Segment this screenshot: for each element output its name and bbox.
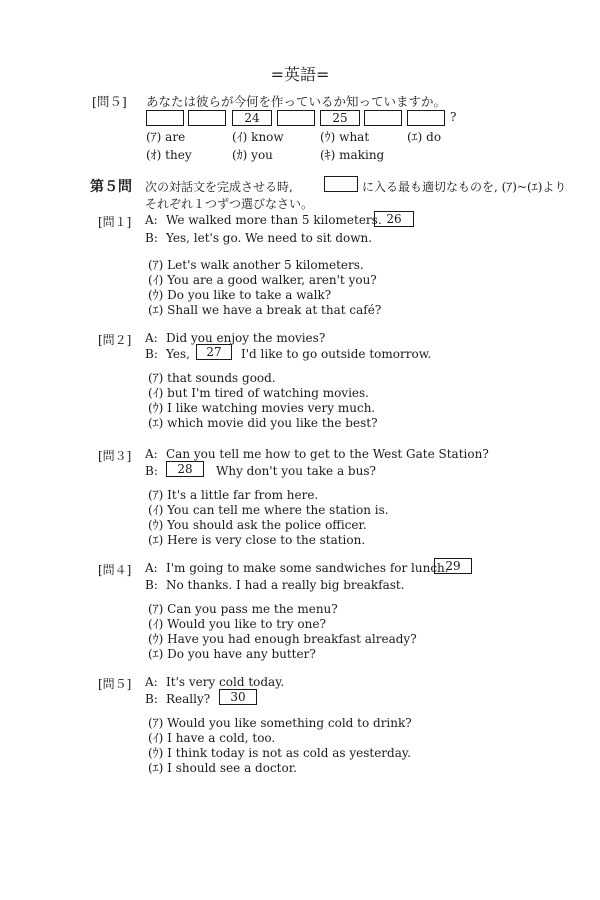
option-d[interactable]: (ｴ) I should see a doctor. — [148, 761, 297, 775]
option-a[interactable]: (ｱ) It's a little far from here. — [148, 488, 319, 502]
section-heading: 第５問 — [90, 179, 132, 195]
line-a: It's very cold today. — [166, 675, 285, 689]
question-label: [問５] — [98, 677, 132, 691]
question-label: [問３] — [98, 449, 132, 463]
speaker-b: B: — [145, 231, 158, 245]
choice-making: (ｷ) making — [320, 148, 385, 162]
line-b: Yes, let's go. We need to sit down. — [166, 231, 373, 245]
option-a[interactable]: (ｱ) that sounds good. — [148, 371, 276, 385]
speaker-a: A: — [145, 331, 158, 345]
option-c[interactable]: (ｳ) I think today is not as cold as yesterday. — [148, 746, 411, 760]
line-b-before: Yes, — [166, 347, 190, 361]
instruction-text-1: 次の対話文を完成させる時, — [145, 180, 293, 194]
speaker-b: B: — [145, 692, 158, 706]
line-a: We walked more than 5 kilometers. — [166, 213, 382, 227]
answer-box-27[interactable]: 27 — [196, 344, 232, 360]
option-a[interactable]: (ｱ) Can you pass me the menu? — [148, 602, 338, 616]
answer-box-25[interactable]: 25 — [320, 110, 360, 126]
speaker-a: A: — [145, 213, 158, 227]
option-d[interactable]: (ｴ) Do you have any butter? — [148, 647, 316, 661]
speaker-b: B: — [145, 578, 158, 592]
option-b[interactable]: (ｲ) You are a good walker, aren't you? — [148, 273, 377, 287]
choice-are: (ｱ) are — [146, 130, 186, 144]
line-a: I'm going to make some sandwiches for lunch. — [166, 561, 449, 575]
line-a: Can you tell me how to get to the West Gate Station? — [166, 447, 489, 461]
answer-box-blank[interactable] — [146, 110, 184, 126]
option-a[interactable]: (ｱ) Would you like something cold to drink? — [148, 716, 412, 730]
speaker-a: A: — [145, 561, 158, 575]
option-a[interactable]: (ｱ) Let's walk another 5 kilometers. — [148, 258, 364, 272]
option-b[interactable]: (ｲ) I have a cold, too. — [148, 731, 276, 745]
option-d[interactable]: (ｴ) which movie did you like the best? — [148, 416, 378, 430]
line-b: No thanks. I had a really big breakfast. — [166, 578, 405, 592]
instruction-blank-box — [324, 176, 358, 192]
question-label: [問１] — [98, 215, 132, 229]
speaker-b: B: — [145, 347, 158, 361]
answer-box-blank[interactable] — [364, 110, 402, 126]
choice-you: (ｶ) you — [232, 148, 273, 162]
option-c[interactable]: (ｳ) Do you like to take a walk? — [148, 288, 332, 302]
option-d[interactable]: (ｴ) Here is very close to the station. — [148, 533, 366, 547]
line-b-after: I'd like to go outside tomorrow. — [241, 347, 432, 361]
choice-know: (ｲ) know — [232, 130, 284, 144]
answer-box-blank[interactable] — [277, 110, 315, 126]
answer-box-29[interactable]: 29 — [434, 558, 472, 574]
answer-box-28[interactable]: 28 — [166, 461, 204, 477]
choice-what: (ｳ) what — [320, 130, 370, 144]
line-b-after: Why don't you take a bus? — [216, 464, 376, 478]
option-b[interactable]: (ｲ) but I'm tired of watching movies. — [148, 386, 369, 400]
q-mon5-prompt: あなたは彼らが今何を作っているか知っていますか。 — [146, 94, 447, 109]
q-mon5-label: [問５] — [92, 94, 127, 109]
answer-box-blank[interactable] — [407, 110, 445, 126]
option-c[interactable]: (ｳ) I like watching movies very much. — [148, 401, 376, 415]
option-b[interactable]: (ｲ) Would you like to try one? — [148, 617, 326, 631]
line-b-before: Really? — [166, 692, 211, 706]
option-b[interactable]: (ｲ) You can tell me where the station is. — [148, 503, 389, 517]
instruction-text-2: に入る最も適切なものを, (ｱ)~(ｴ)より — [362, 180, 567, 194]
answer-box-blank[interactable] — [188, 110, 226, 126]
question-label: [問４] — [98, 563, 132, 577]
page-title: =英語= — [270, 65, 330, 84]
speaker-b: B: — [145, 464, 158, 478]
answer-box-30[interactable]: 30 — [219, 689, 257, 705]
answer-box-24[interactable]: 24 — [232, 110, 272, 126]
line-a: Did you enjoy the movies? — [166, 331, 326, 345]
choice-they: (ｵ) they — [146, 148, 192, 162]
choice-do: (ｴ) do — [407, 130, 442, 144]
question-mark: ? — [450, 110, 457, 124]
question-label: [問２] — [98, 333, 132, 347]
option-c[interactable]: (ｳ) Have you had enough breakfast already? — [148, 632, 417, 646]
instruction-text-3: それぞれ１つずつ選びなさい。 — [145, 197, 314, 211]
answer-box-26[interactable]: 26 — [374, 211, 414, 227]
speaker-a: A: — [145, 675, 158, 689]
speaker-a: A: — [145, 447, 158, 461]
option-d[interactable]: (ｴ) Shall we have a break at that café? — [148, 303, 382, 317]
option-c[interactable]: (ｳ) You should ask the police officer. — [148, 518, 367, 532]
